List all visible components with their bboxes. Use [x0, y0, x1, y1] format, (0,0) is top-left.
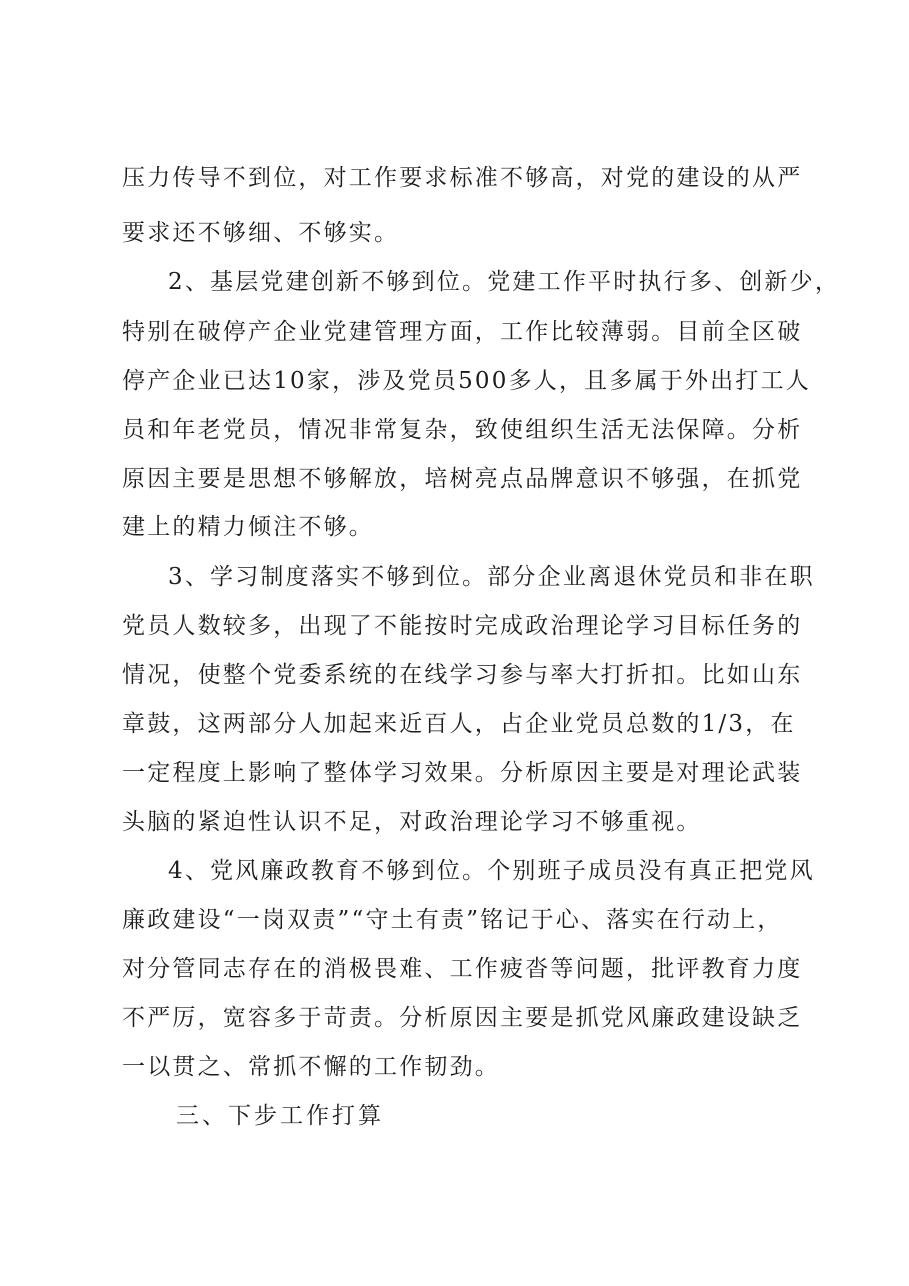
paragraph-4-start: 4、党风廉政教育不够到位。个别班子成员没有真正把党风: [168, 858, 815, 884]
paragraph-2-start: 2、基层党建创新不够到位。党建工作平时执行多、创新少，: [168, 269, 841, 295]
text-line: 一定程度上影响了整体学习效果。分析原因主要是对理论武装: [122, 760, 803, 786]
text-line: 停产企业已达10家，涉及党员500多人，且多属于外出打工人: [122, 368, 811, 394]
text-line: 特别在破停产企业党建管理方面，工作比较薄弱。目前全区破: [122, 319, 803, 345]
text-line: 对分管同志存在的消极畏难、工作疲沓等问题，批评教育力度: [122, 956, 803, 982]
text-line: 原因主要是思想不够解放，培树亮点品牌意识不够强，在抓党: [122, 466, 803, 492]
section-heading: 三、下步工作打算: [176, 1103, 384, 1129]
text-line: 一以贯之、常抓不懈的工作韧劲。: [122, 1054, 500, 1080]
paragraph-3-start: 3、学习制度落实不够到位。部分企业离退休党员和非在职: [168, 564, 815, 590]
text-line: 建上的精力倾注不够。: [122, 514, 374, 540]
text-line: 头脑的紧迫性认识不足，对政治理论学习不够重视。: [122, 809, 702, 835]
text-line: 员和年老党员，情况非常复杂，致使组织生活无法保障。分析: [122, 417, 803, 443]
text-line: 情况，使整个党委系统的在线学习参与率大打折扣。比如山东: [122, 662, 803, 688]
text-line: 要求还不够细、不够实。: [122, 220, 400, 246]
text-line: 压力传导不到位，对工作要求标准不够高，对党的建设的从严: [122, 165, 803, 191]
text-line: 党员人数较多，出现了不能按时完成政治理论学习目标任务的: [122, 613, 803, 639]
text-line: 章鼓，这两部分人加起来近百人，占企业党员总数的1/3，在: [122, 711, 796, 737]
text-line: 不严厉，宽容多于苛责。分析原因主要是抓党风廉政建设缺乏: [122, 1005, 803, 1031]
text-line: 廉政建设“一岗双责”“守土有责”铭记于心、落实在行动上，: [122, 907, 783, 933]
